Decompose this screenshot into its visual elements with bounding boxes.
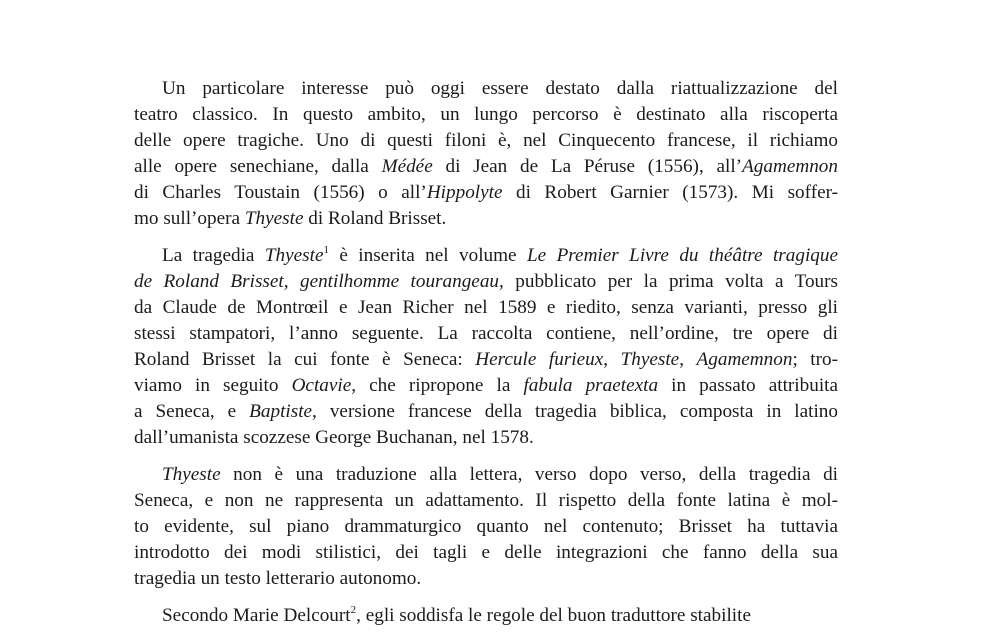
text-run: stessi stampatori, l’anno seguente. La raccolta contiene, nell’ordine, tre opere di [134, 323, 838, 344]
text-run: , che ripropone la [351, 375, 524, 396]
italic-text: Le Premier Livre du théâtre tragique [526, 245, 838, 266]
italic-text: Baptiste [249, 401, 313, 422]
text-run: mo sull’opera [134, 208, 245, 229]
text-line [162, 462, 838, 488]
text-run: , [679, 349, 697, 370]
italic-text: Hippolyte [426, 182, 503, 203]
text-run: , egli soddisfa le regole del buon traduttore stabilite [356, 605, 751, 626]
text-line [134, 373, 838, 399]
italic-text: Agamemnon [696, 349, 793, 370]
text-run: da Claude de Montrœil e Jean Richer nel 1589 e riedito, senza varianti, presso gli [134, 297, 838, 318]
text-run: a Seneca, e [134, 401, 250, 422]
footnote-marker: 2 [350, 604, 357, 616]
text-run: , versione francese della tragedia biblica, composta in latino [312, 401, 838, 422]
text-line [134, 321, 838, 347]
text-run: alle opere senechiane, dalla [134, 156, 382, 177]
text-line [134, 514, 838, 540]
text-run: La tragedia [162, 245, 265, 266]
italic-text: Hercule furieux [475, 349, 604, 370]
text-line [134, 295, 838, 321]
text-run: non è una traduzione alla lettera, verso dopo verso, della tragedia di [220, 464, 838, 485]
italic-text: Thyeste [244, 208, 304, 229]
text-line [134, 102, 838, 128]
text-line [134, 566, 421, 592]
text-run: delle opere tragiche. Uno di questi filoni è, nel Cinquecento francese, il richiamo [134, 130, 838, 151]
text-run: Roland Brisset la cui fonte è Seneca: [134, 349, 476, 370]
text-line [134, 399, 838, 425]
text-run: di Roland Brisset. [303, 208, 447, 229]
text-run: di Robert Garnier (1573). Mi soffer- [502, 182, 838, 203]
text-run: viamo in seguito [134, 375, 292, 396]
text-run: tragedia un testo letterario autonomo. [134, 568, 422, 589]
text-line [134, 347, 838, 373]
text-line [134, 269, 838, 295]
italic-text: Agamemnon [742, 156, 838, 177]
text-run: Un particolare interesse può oggi essere destato dalla riattualizzazione del [162, 78, 838, 99]
text-line [134, 488, 838, 514]
text-run: Secondo Marie Delcourt [162, 605, 351, 626]
italic-text: Octavie [291, 375, 352, 396]
text-run: teatro classico. In questo ambito, un lungo percorso è destinato alla riscoperta [134, 104, 838, 125]
text-line [134, 154, 838, 180]
italic-text: Thyeste [264, 245, 324, 266]
text-line [162, 243, 838, 269]
footnote-marker: 1 [323, 244, 329, 256]
text-line [134, 206, 446, 232]
italic-text: fabula praetexta [523, 375, 659, 396]
text-run: Seneca, e non ne rappresenta un adattamento. Il rispetto della fonte latina è mol- [134, 490, 838, 511]
text-run: , [603, 349, 621, 370]
text-run: introdotto dei modi stilistici, dei tagli e delle integrazioni che fanno della sua [134, 542, 838, 563]
text-line [162, 76, 838, 102]
text-run: di Charles Toustain (1556) o all’ [134, 182, 427, 203]
italic-text: de Roland Brisset, gentilhomme tourangeau [134, 271, 500, 292]
italic-text: Thyeste [162, 464, 221, 485]
text-run: dall’umanista scozzese George Buchanan, nel 1578. [134, 427, 534, 448]
text-line [162, 603, 838, 629]
text-line [134, 180, 838, 206]
text-run: di Jean de La Péruse (1556), all’ [432, 156, 743, 177]
text-run: to evidente, sul piano drammaturgico quanto nel contenuto; Brisset ha tuttavia [134, 516, 838, 537]
text-line [134, 425, 534, 451]
text-run: è inserita nel volume [328, 245, 527, 266]
text-run: , pubblicato per la prima volta a Tours [499, 271, 838, 292]
text-run: ; tro- [792, 349, 838, 370]
text-line [134, 128, 838, 154]
italic-text: Thyeste [620, 349, 680, 370]
italic-text: Médée [381, 156, 433, 177]
text-run: in passato attribuita [658, 375, 838, 396]
document-page [134, 0, 838, 640]
text-line [134, 540, 838, 566]
